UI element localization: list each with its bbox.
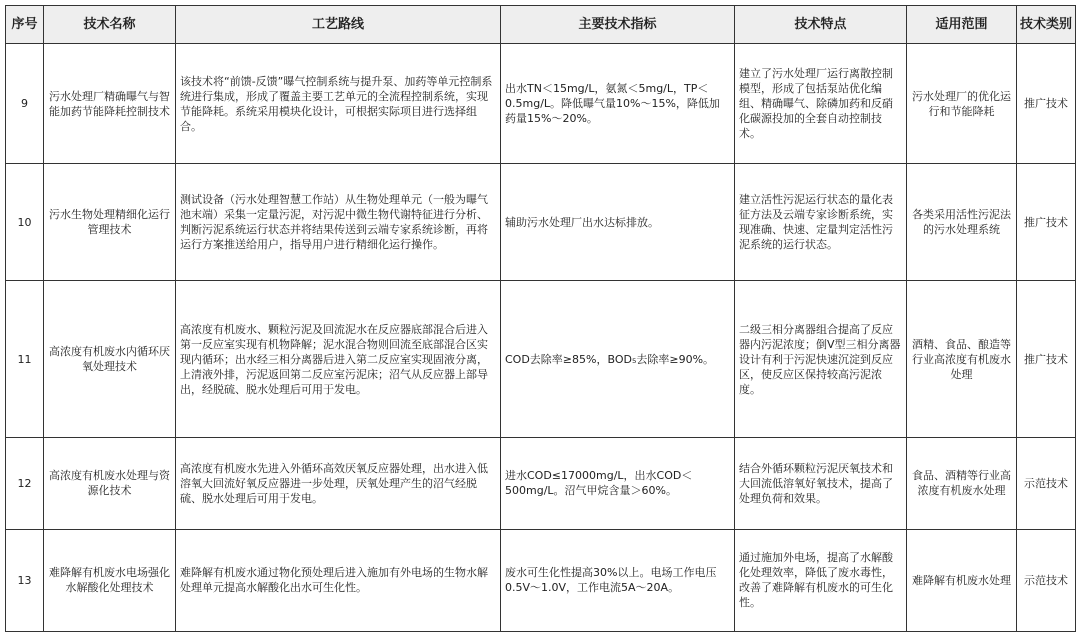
- tech-category: 推广技术: [1017, 281, 1076, 437]
- technical-spec: 出水TN＜15mg/L，氨氮＜5mg/L，TP＜0.5mg/L。降低曝气量10%～15%，降低加药量15%～20%。: [501, 44, 735, 164]
- tech-name: 污水处理厂精确曝气与智能加药节能降耗控制技术: [44, 44, 176, 164]
- row-number: 12: [6, 437, 44, 529]
- tech-feature: 二级三相分离器组合提高了反应器内污泥浓度；倒V型三相分离器设计有利于污泥快速沉淀到反应区，使反应区保持较高污泥浓度。: [735, 281, 907, 437]
- header-no: 序号: [6, 6, 44, 44]
- table-row: [6, 164, 1076, 281]
- table-row: [6, 281, 1076, 437]
- application-scope: 酒精、食品、酿造等行业高浓度有机废水处理: [907, 281, 1017, 437]
- tech-feature: 建立了污水处理厂运行离散控制模型，形成了包括泵站优化编组、精确曝气、除磷加药和反硝化碳源投加的全套自动控制技术。: [735, 44, 907, 164]
- tech-category: 推广技术: [1017, 44, 1076, 164]
- header-category: 技术类别: [1017, 6, 1076, 44]
- header-name: 技术名称: [44, 6, 176, 44]
- table-row: [6, 437, 1076, 529]
- process-route: 难降解有机废水通过物化预处理后进入施加有外电场的生物水解处理单元提高水解酸化出水可生化性。: [176, 529, 501, 631]
- application-scope: 污水处理厂的优化运行和节能降耗: [907, 44, 1017, 164]
- process-route: 该技术将“前馈-反馈”曝气控制系统与提升泵、加药等单元控制系统进行集成，形成了覆盖主要工艺单元的全流程控制系统，实现节能降耗。系统采用模块化设计，可根据实际项目进行选择组合。: [176, 44, 501, 164]
- tech-category: 示范技术: [1017, 437, 1076, 529]
- application-scope: 食品、酒精等行业高浓度有机废水处理: [907, 437, 1017, 529]
- tech-feature: 建立活性污泥运行状态的量化表征方法及云端专家诊断系统，实现准确、快速、定量判定活性污泥系统的运行状态。: [735, 164, 907, 281]
- application-scope: 各类采用活性污泥法的污水处理系统: [907, 164, 1017, 281]
- header-route: 工艺路线: [176, 6, 501, 44]
- tech-name: 高浓度有机废水处理与资源化技术: [44, 437, 176, 529]
- row-number: 11: [6, 281, 44, 437]
- process-route: 测试设备（污水处理智慧工作站）从生物处理单元（一般为曝气池末端）采集一定量污泥，对污泥中微生物代谢特征进行分析、判断污泥系统运行状态并将结果传送到云端专家系统诊断，再将运行方案推送给用户，指导用户进行精细化运行操作。: [176, 164, 501, 281]
- row-number: 10: [6, 164, 44, 281]
- process-route: 高浓度有机废水先进入外循环高效厌氧反应器处理，出水进入低溶氧大回流好氧反应器进一步处理，厌氧处理产生的沼气经脱硫、脱水处理后可用于发电。: [176, 437, 501, 529]
- tech-name: 难降解有机废水电场强化水解酸化处理技术: [44, 529, 176, 631]
- technical-spec: 废水可生化性提高30%以上。电场工作电压0.5V～1.0V，工作电流5A～20A。: [501, 529, 735, 631]
- process-route: 高浓度有机废水、颗粒污泥及回流泥水在反应器底部混合后进入第一反应室实现有机物降解；泥水混合物则回流至底部混合区实现内循环；出水经三相分离器后进入第二反应室实现固液分离，上清液外排，污泥返回第二反应室污泥床；沼气从反应器上部导出，经脱硫、脱水处理后可用于发电。: [176, 281, 501, 437]
- header-scope: 适用范围: [907, 6, 1017, 44]
- tech-feature: 结合外循环颗粒污泥厌氧技术和大回流低溶氧好氧技术，提高了处理负荷和效果。: [735, 437, 907, 529]
- tech-name: 污水生物处理精细化运行管理技术: [44, 164, 176, 281]
- technical-spec: 进水COD≤17000mg/L，出水COD＜500mg/L。沼气甲烷含量＞60%。: [501, 437, 735, 529]
- tech-name: 高浓度有机废水内循环厌氧处理技术: [44, 281, 176, 437]
- table-row: [6, 44, 1076, 164]
- tech-category: 推广技术: [1017, 164, 1076, 281]
- table-header-row: [6, 6, 1076, 44]
- tech-feature: 通过施加外电场，提高了水解酸化处理效率，降低了废水毒性，改善了难降解有机废水的可生化性。: [735, 529, 907, 631]
- tech-category: 示范技术: [1017, 529, 1076, 631]
- header-spec: 主要技术指标: [501, 6, 735, 44]
- row-number: 13: [6, 529, 44, 631]
- table-row: [6, 529, 1076, 631]
- header-feature: 技术特点: [735, 6, 907, 44]
- technical-spec: COD去除率≥85%，BOD₅去除率≥90%。: [501, 281, 735, 437]
- application-scope: 难降解有机废水处理: [907, 529, 1017, 631]
- technical-spec: 辅助污水处理厂出水达标排放。: [501, 164, 735, 281]
- technology-table: [5, 5, 1076, 632]
- row-number: 9: [6, 44, 44, 164]
